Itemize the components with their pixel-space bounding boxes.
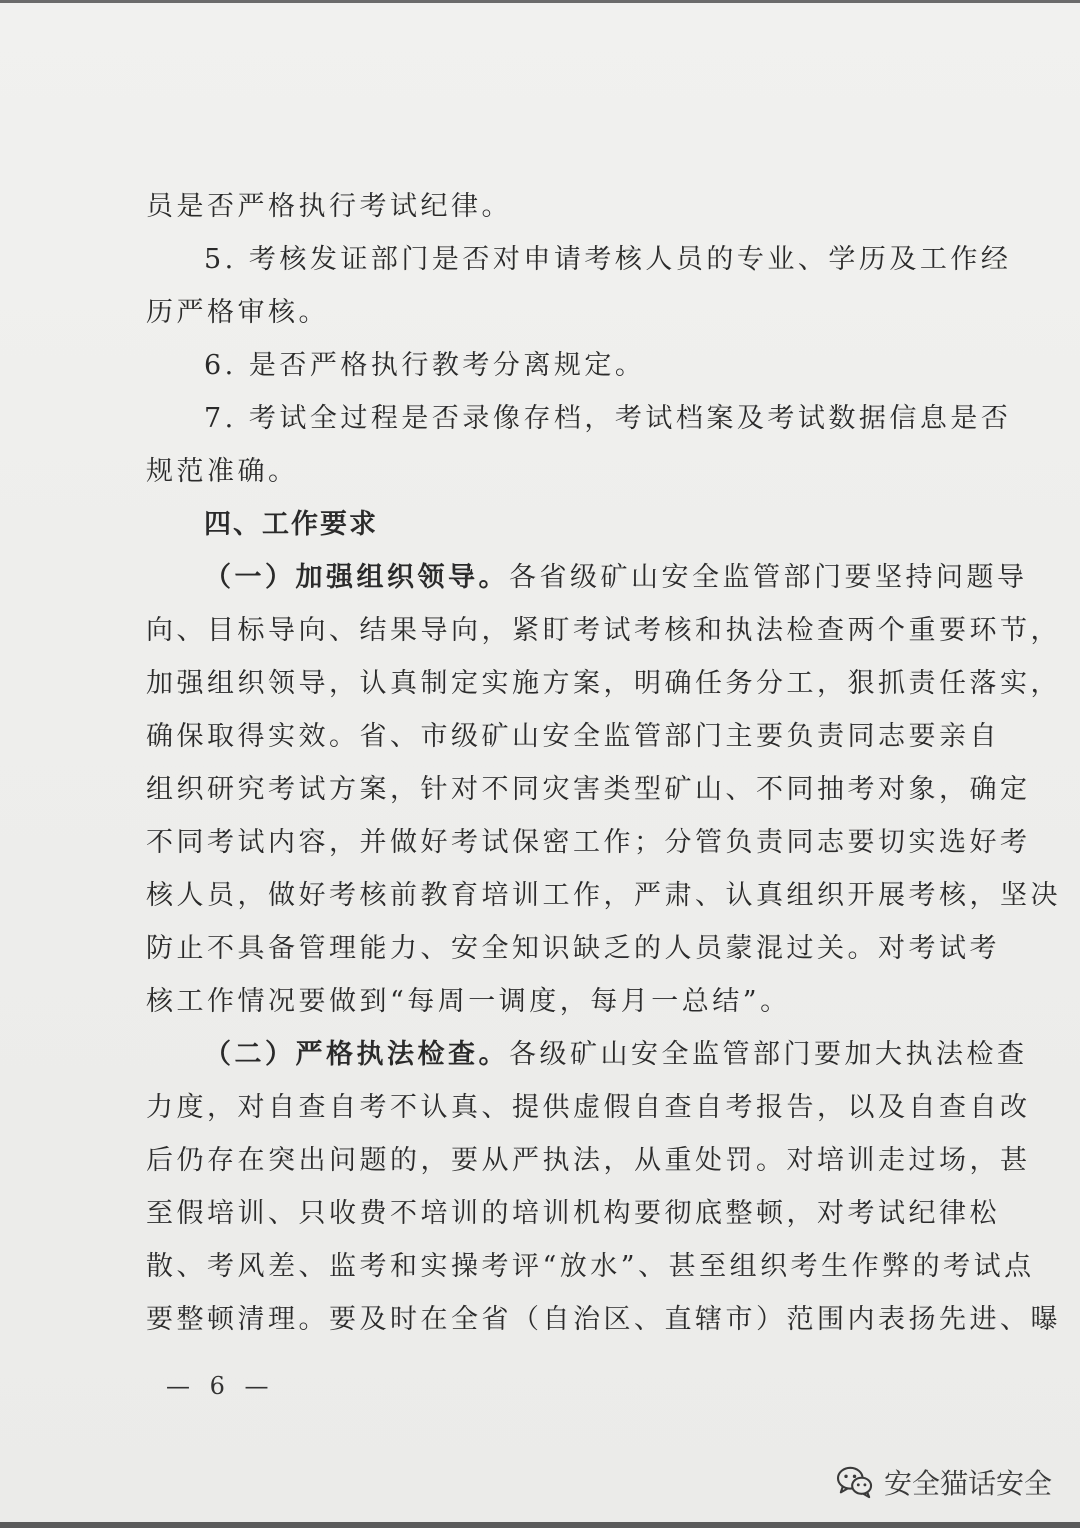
text-line: 防止不具备管理能力、安全知识缺乏的人员蒙混过关。对考试考: [146, 933, 1000, 964]
text-line: 至假培训、只收费不培训的培训机构要彻底整顿，对考试纪律松: [146, 1198, 1000, 1229]
scan-bottom-edge: [0, 1522, 1080, 1528]
paragraph-lead: （二）严格执法检查。: [204, 1039, 509, 1070]
watermark-text: 安全猫话安全: [884, 1467, 1053, 1500]
paragraph-text: 各级矿山安全监管部门要加大执法检查: [509, 1039, 1028, 1070]
paragraph-lead: （一）加强组织领导。: [204, 562, 509, 593]
body-text: [146, 180, 1061, 1346]
paragraph-1-first-line: [146, 551, 1028, 604]
text-line: 核人员，做好考核前教育培训工作，严肃、认真组织开展考核，坚决: [146, 880, 1061, 911]
section-heading: 四、工作要求: [204, 509, 378, 540]
list-item-6: 6. 是否严格执行教考分离规定。: [204, 350, 646, 381]
text-line: 加强组织领导，认真制定实施方案，明确任务分工，狠抓责任落实，: [146, 668, 1061, 699]
list-item-7: 7. 考试全过程是否录像存档，考试档案及考试数据信息是否: [204, 403, 1012, 434]
text-line: 历严格审核。: [146, 297, 329, 328]
text-line: 后仍存在突出问题的，要从严执法，从重处罚。对培训走过场，甚: [146, 1145, 1031, 1176]
text-line: 组织研究考试方案，针对不同灾害类型矿山、不同抽考对象，确定: [146, 774, 1031, 805]
text-line: 确保取得实效。省、市级矿山安全监管部门主要负责同志要亲自: [146, 721, 1000, 752]
paragraph-2-first-line: [146, 1028, 1028, 1081]
watermark: [836, 1462, 1052, 1502]
text-line: 要整顿清理。要及时在全省（自治区、直辖市）范围内表扬先进、曝: [146, 1304, 1061, 1335]
wechat-icon: [836, 1465, 874, 1499]
page-number: — 6 —: [166, 1372, 275, 1400]
text-line: 核工作情况要做到“每周一调度，每月一总结”。: [146, 986, 791, 1017]
text-line: 员是否严格执行考试纪律。: [146, 191, 512, 222]
text-line: 力度，对自查自考不认真、提供虚假自查自考报告，以及自查自改: [146, 1092, 1031, 1123]
text-line: 不同考试内容，并做好考试保密工作；分管负责同志要切实选好考: [146, 827, 1031, 858]
list-item-5: 5. 考核发证部门是否对申请考核人员的专业、学历及工作经: [204, 244, 1012, 275]
text-line: 向、目标导向、结果导向，紧盯考试考核和执法检查两个重要环节，: [146, 615, 1061, 646]
text-line: 散、考风差、监考和实操考评“放水”、甚至组织考生作弊的考试点: [146, 1251, 1035, 1282]
paragraph-text: 各省级矿山安全监管部门要坚持问题导: [509, 562, 1028, 593]
scan-top-edge: [0, 0, 1080, 3]
text-line: 规范准确。: [146, 456, 299, 487]
